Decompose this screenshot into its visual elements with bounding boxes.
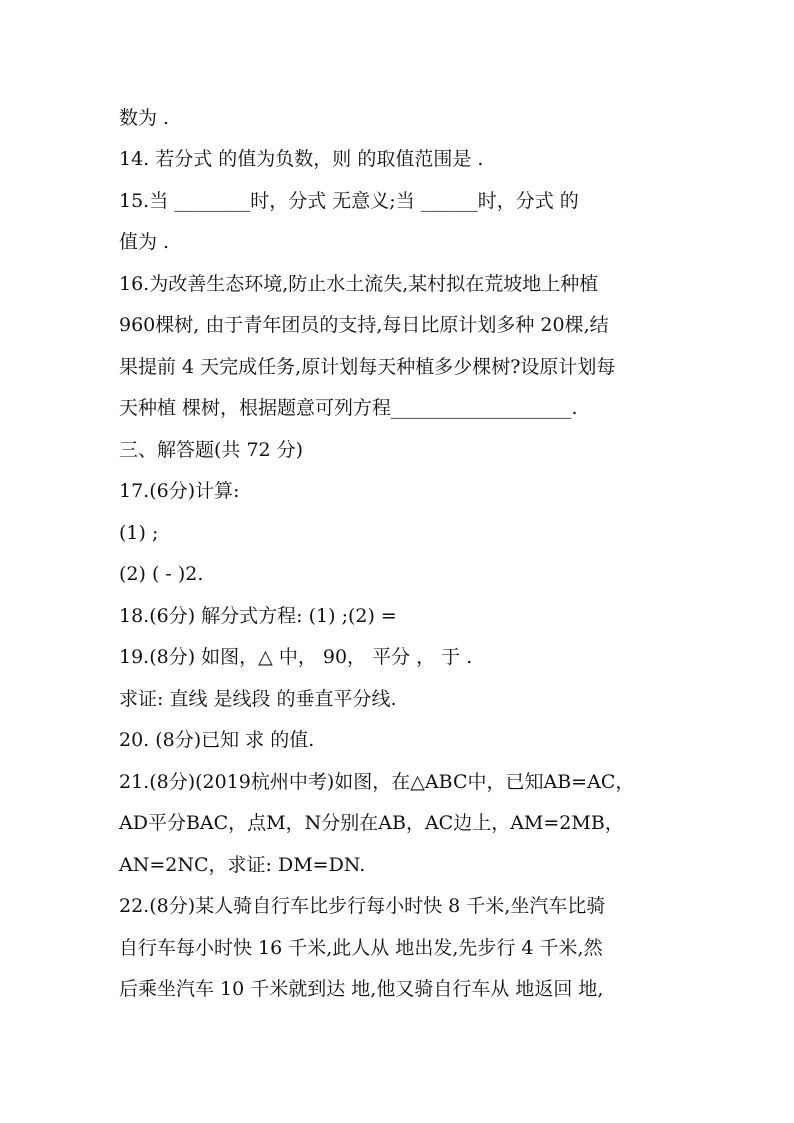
question-19-proof: 求证: 直线 是线段 的垂直平分线.	[119, 688, 397, 710]
question-21-line-2: AD平分BAC，点M，N分别在AB，AC边上，AM=2MB，	[119, 812, 624, 834]
question-16-line-4: 天种植 棵树，根据题意可列方程___________________.	[119, 397, 578, 419]
question-22: 22.(8分)某人骑自行车比步行每小时快 8 千米,坐汽车比骑	[119, 895, 606, 917]
question-18: 18.(6分) 解分式方程: (1) ;(2) =	[119, 605, 397, 627]
question-14: 14. 若分式 的值为负数，则 的取值范围是 .	[119, 148, 484, 170]
question-19: 19.(8分) 如图，△ 中， 90， 平分 ， 于 .	[119, 646, 473, 668]
section-heading: 三、解答题(共 72 分)	[119, 439, 304, 461]
question-20: 20. (8分)已知 求 的值.	[119, 729, 315, 751]
question-21-line-3: AN=2NC，求证: DM=DN.	[119, 854, 366, 876]
question-16-line-3: 果提前 4 天完成任务,原计划每天种植多少棵树?设原计划每	[119, 356, 616, 378]
question-16-line-2: 960棵树, 由于青年团员的支持,每日比原计划多种 20棵,结	[119, 314, 609, 336]
question-17: 17.(6分)计算:	[119, 480, 240, 502]
question-17-part-2: (2) ( - )2.	[119, 563, 204, 585]
text-line-1: 数为 .	[119, 107, 170, 129]
question-22-line-2: 自行车每小时快 16 千米,此人从 地出发,先步行 4 千米,然	[119, 937, 603, 959]
question-21: 21.(8分)(2019杭州中考)如图，在△ABC中，已知AB=AC，	[119, 771, 635, 793]
question-15-cont: 值为 .	[119, 231, 170, 253]
question-16: 16.为改善生态环境,防止水土流失,某村拟在荒坡地上种植	[119, 273, 599, 295]
question-15: 15.当 ________时，分式 无意义;当 ______时，分式 的	[119, 190, 579, 212]
question-22-line-3: 后乘坐汽车 10 千米就到达 地,他又骑自行车从 地返回 地,	[119, 978, 604, 1000]
question-17-part-1: (1) ;	[119, 522, 159, 544]
